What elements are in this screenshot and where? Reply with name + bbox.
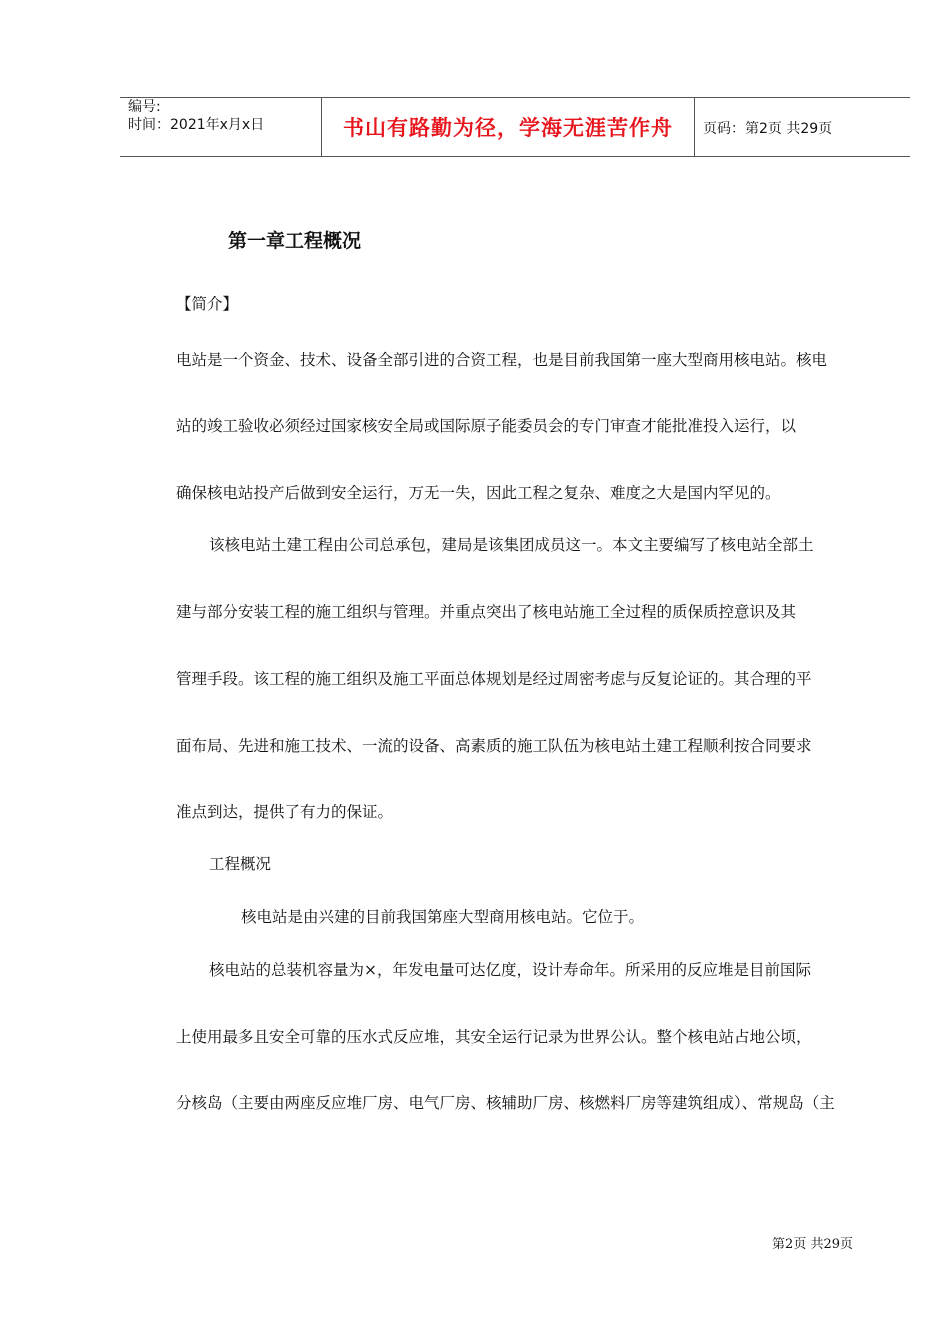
chapter-title: 第一章工程概况 — [228, 230, 362, 252]
paragraph-line: 确保核电站投产后做到安全运行，万无一失，因此工程之复杂、难度之大是国内罕见的。 — [176, 484, 781, 502]
paragraph-line: 准点到达，提供了有力的保证。 — [176, 803, 394, 821]
paragraph-line: 站的竣工验收必须经过国家核安全局或国际原子能委员会的专门审查才能批准投入运行，以 — [176, 417, 797, 435]
header-motto: 书山有路勤为径，学海无涯苦作舟 — [343, 116, 673, 140]
section-subheading: 工程概况 — [209, 855, 272, 873]
footer-page-number: 第2页 共29页 — [772, 1237, 853, 1252]
paragraph-line: 核电站是由兴建的目前我国第座大型商用核电站。它位于。 — [241, 908, 645, 926]
paragraph-line: 电站是一个资金、技术、设备全部引进的合资工程，也是目前我国第一座大型商用核电站。核电 — [176, 351, 828, 369]
code-label: 编号: — [128, 99, 161, 115]
header-page-number: 页码：第2页 共29页 — [703, 121, 833, 137]
header-meta — [128, 98, 264, 134]
paragraph-line: 核电站的总装机容量为×，年发电量可达亿度，设计寿命年。所采用的反应堆是目前国际 — [209, 961, 811, 979]
paragraph-line: 建与部分安装工程的施工组织与管理。并重点突出了核电站施工全过程的质保质控意识及其 — [176, 603, 797, 621]
header-bottom-line — [120, 156, 910, 157]
paragraph-line: 管理手段。该工程的施工组织及施工平面总体规划是经过周密考虑与反复论证的。其合理的平 — [176, 670, 812, 688]
paragraph-line: 分核岛（主要由两座反应堆厂房、电气厂房、核辅助厂房、核燃料厂房等建筑组成）、常规岛（主 — [176, 1094, 835, 1112]
intro-heading: 【简介】 — [176, 295, 239, 313]
paragraph-line: 该核电站土建工程由公司总承包，建局是该集团成员这一。本文主要编写了核电站全部土 — [209, 536, 814, 554]
header-divider-2 — [694, 97, 695, 157]
paragraph-line: 上使用最多且安全可靠的压水式反应堆，其安全运行记录为世界公认。整个核电站占地公顷， — [176, 1028, 812, 1046]
time-label: 时间：2021年x月x日 — [128, 117, 265, 133]
paragraph-line: 面布局、先进和施工技术、一流的设备、高素质的施工队伍为核电站土建工程顺利按合同要求 — [176, 737, 812, 755]
